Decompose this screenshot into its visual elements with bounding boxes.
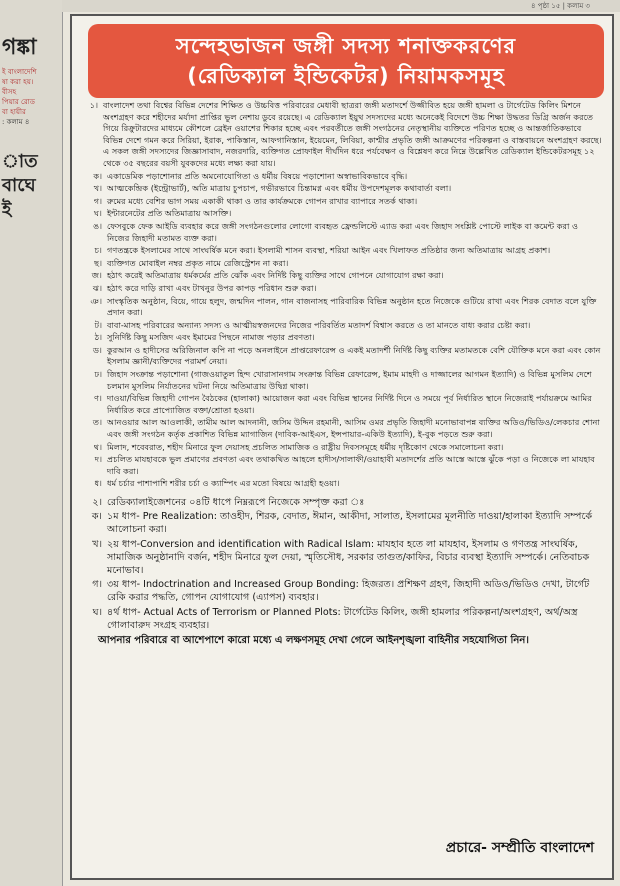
item-label: ক।: [91, 511, 102, 523]
title-line-1: সন্দেহভাজন জঙ্গী সদস্য শনাক্তকরণের: [175, 34, 517, 58]
item-text: গণতন্ত্রকে ইসলামের সাথে সাংঘর্ষিক মনে করা। ইসলামী শাসন ব্যবস্থা, শরিয়া আইন এবং খিলাফত প্রতিষ্ঠার জন্য অতিমাত্রায় আগ্রহ প্রকাশ।: [107, 245, 551, 256]
item-label: ঘ।: [92, 606, 102, 618]
list-item: [76, 417, 602, 440]
side-snippet: পিয়ার রোড: [2, 98, 35, 106]
item-text: একাডেমিক পড়াশোনার প্রতি অমনোযোগিতা ও ধর্মীয় বিষয়ে পড়াশোনা অস্বাভাবিকভাবে বৃদ্ধি।: [107, 170, 408, 181]
item-label: ঙ।: [93, 220, 102, 231]
item-text: হঠাৎ করে দাড়ি রাখা এবং টাখনুর উপর কাপড় পরিধান শুরু করা।: [107, 282, 317, 293]
item-text: ২য় ধাপ-Conversion and identification with Radical Islam: মাযহাব হতে লা মাযহাব, ইসলাম ও গণতন্ত্র সাংঘর্ষিক, সামাজিক অনুষ্ঠানাদি বর্জন, শহীদ মিনারে ফুল দেয়া, স্মৃতিসৌধ, সরকার তাগুত/কাফির, বিচার ব্যবস্থা ইত্যাদি সম্পর্কে। নেতিবাচক মনোভাব।: [107, 538, 590, 577]
side-snippet: : কলাম ৪: [2, 118, 30, 126]
item-label: ক।: [93, 170, 102, 181]
item-label: দ।: [94, 454, 102, 465]
item-label: ত।: [92, 417, 102, 428]
item-text: মিলাদ, শবেবরাত, শহীদ মিনারে ফুল দেয়াসহ প্রচলিত সামাজিক ও রাষ্ট্রীয় দিবসসমূহে ধর্মীয় দৃষ্টিকোণ থেকে সমালোচনা করা।: [107, 441, 504, 452]
notice-content: [76, 100, 602, 647]
side-heading-mid: [2, 150, 38, 222]
item-text: কুরআন ও হাদীসের অরিজিনাল কপি না পড়ে অনলাইনে প্রাপ্তরেফারেন্স ও একই মতাদর্শী নির্দিষ্ট কিছু ব্যক্তির মতামতকে বেশি যৌক্তিক মনে করা এবং কোন ইসলাম জ্ঞানী/ব্যক্তিদের পরামর্শ নেয়া।: [107, 344, 601, 367]
item-label: ঠ।: [94, 332, 102, 343]
adjacent-column: [0, 0, 63, 886]
section-number: ২।: [92, 497, 102, 508]
item-label: ট।: [94, 319, 102, 330]
list-item: [76, 245, 602, 257]
item-text: ৪র্থ ধাপ- Actual Acts of Terrorism or Planned Plots: টার্গেটেড কিলিং, জঙ্গী হামলার পরিকল্পনা/অংশগ্রহণ, অর্থ/অস্ত্র গোলাবারুদ সংগ্রহ ব্যবহার।: [107, 606, 578, 631]
item-label: থ।: [93, 441, 102, 452]
item-label: গ।: [93, 195, 102, 206]
list-item: [76, 283, 602, 295]
title-line-2: (রেডিক্যাল ইন্ডিকেটর) নিয়ামকসমূহ: [187, 64, 505, 88]
item-text: সাংস্কৃতিক অনুষ্ঠান, বিয়ে, গায়ে হলুদ, জন্মদিন পালন, গান বাজনাসহ পারিবারিক বিভিন্ন অনুষ্ঠান হতে নিজেকে গুটিয়ে রাখা এবং শিরক বেদাত বলে যুক্তি প্রদান করা।: [107, 295, 597, 318]
side-snippet: বা হায়ীর: [2, 108, 26, 116]
section-text: বাংলাদেশ তথা বিশ্বের বিভিন্ন দেশের শিক্ষিত ও উচ্চবিত্ত পরিবারের মেধাবী ছাত্ররা জঙ্গী মতাদর্শে উজ্জীবিত হয়ে জঙ্গী হামলা ও টার্গেটেড কিলিং মিশনে অংশগ্রহণ করে শহীদের মর্যাদা প্রাপ্তির ভুল নেশায় ডুবে রয়েছে। এ রেডিক্যাল ইয়ুথ সদস্যদের মধ্যে অনেকেই বিদেশে উচ্চ শিক্ষা উদ্ধতর ডিগ্রি অর্জন করতে গিয়ে রিক্রুটারদের মাধ্যমে কৌশলে ব্রেইন ওয়াশের শিকার হচ্ছে এবং পরবর্তীতে জঙ্গী সংগঠনের নেতৃস্থানীয় ব্যক্তিতে পরিণত হচ্ছে ও আন্তর্জাতিকভাবে বিভিন্ন দেশে গমন করে সিরিয়া, ইরাক, পাকিস্তান, আফগানিস্তান, ইয়েমেন, লিবিয়া, কাশ্মীর প্রভৃতি জঙ্গী আক্রমণের পরিকল্পনা ও বাস্তবায়নে অংশগ্রহণ করছে। এ সকল জঙ্গী সদস্যদের জিজ্ঞাসাবাদ, নজরদারি, ব্যক্তিগত প্রোফাইল দীর্ঘদিন ধরে পর্যবেক্ষণ ও বিশ্লেষণ করে নিম্নে উল্লেখিত রেডিক্যাল ইন্ডিকেটরসমূহ ১২ থেকে ৩৫ বছরের বয়সী যুবকদের মধ্যে লক্ষ্য করা যায়।: [103, 100, 602, 168]
item-text: সুনির্দিষ্ট কিছু মসজিদ এবং ইমামের পিছনে নামাজ পড়ার প্রবণতা।: [107, 332, 315, 343]
list-item: [76, 578, 602, 604]
item-label: জ।: [91, 270, 102, 281]
item-label: ঘ।: [94, 208, 102, 219]
section-text: রেডিক্যালাইজেশনের ০৪টি ধাপে নিম্নরূপে নিজেকে সম্পৃক্ত করা ঃ: [107, 497, 365, 508]
side-heading-top: গঙ্কা: [2, 35, 37, 60]
item-text: প্রচলিত মাযহাবকে ভুল প্রমাণের প্রবণতা এবং তথাকথিত আহলে হাদীস/সালাফী/ওয়াহাবী মতাদর্শের প্রতি আস্তে আস্তে ঝুঁকে পড়া ও নিজেকে লা মাযহাব দাবি করা।: [107, 454, 595, 476]
list-item: [76, 171, 602, 183]
item-text: দাওয়া/বিভিন্ন জিহাদী গোপন বৈঠকের (হালাকা) আয়োজন করা এবং বিভিন্ন স্থানের নির্দিষ্ট দিনে ও সময়ে পূর্ব নির্ধারিত স্থানে নিজেরাই পর্যায়ক্রমে আমির নির্ধারিত করে প্রাপ্যোজিত বক্তা/শ্রোতা হওয়া।: [107, 393, 592, 415]
list-item: [76, 393, 602, 416]
list-item: [76, 208, 602, 220]
item-text: রুমের মধ্যে বেশির ভাগ সময় একাকী থাকা ও তার কার্যক্রমকে গোপন রাখার ব্যাপারে সতর্ক থাকা।: [107, 195, 418, 206]
item-label: গ।: [92, 579, 102, 591]
title-banner: [88, 24, 604, 98]
list-item: [76, 320, 602, 332]
item-text: বাবা-মাসহ পরিবারের অন্যান্য সদস্য ও আত্মীয়স্বজনদের নিজের পরিবর্তিত মতাদর্শ বিশ্বাস করতে ও তা মানতে বাধ্য করার চেষ্টা করা।: [107, 319, 531, 330]
sponsor-credit: প্রচারে- সম্প্রীতি বাংলাদেশ: [445, 840, 594, 856]
section-number: ১।: [89, 100, 98, 110]
side-heading-line: াত: [2, 151, 38, 172]
list-item: [76, 183, 602, 195]
list-item: [76, 196, 602, 208]
item-text: ধর্ম চর্চার পাশাপাশি শরীর চর্চা ও ক্যাম্পিং এর মতো বিষয়ে আগ্রহী হওয়া।: [107, 478, 340, 489]
section-2: [76, 496, 602, 647]
side-heading-line: ই: [2, 199, 12, 220]
item-text: ১ম ধাপ- Pre Realization: তাওহীদ, শিরক, বেদাত, ঈমান, আকীদা, সালাত, ইসলামের মূলনীতি দাওয়া/হালাকা ইত্যাদি সম্পর্কে আলোচনা করা।: [107, 511, 593, 536]
item-label: ঝ।: [92, 282, 102, 293]
side-snippet: ই বাংলাদেশি: [2, 68, 37, 76]
list-item: [76, 270, 602, 282]
warning-line: আপনার পরিবারে বা আশেপাশে কারো মধ্যে এ লক্ষণসমূহ দেখা গেলে আইনশৃঙ্খলা বাহিনীর সহযোগিতা নিন।: [98, 635, 529, 647]
item-text: জিহাদ সংক্রান্ত পড়াশোনা (গাজওয়াতুল হিন্দ খোরাসানগাম সংক্রান্ত বিভিন্ন রেফারেন্স, ইমাম মাহদী ও দাজ্জালের আগমন ইত্যাদি) ও বিভিন্ন মুসলিম দেশে চলমান মুসলিম নির্যাতনের ঘটনা নিয়ে অতিমাত্রায় উদ্বিগ্ন থাকা।: [107, 369, 592, 391]
list-item: [76, 369, 602, 392]
list-item: [76, 332, 602, 344]
item-text: আনওয়ার আল আওলাকী, তামীম আল আদনানী, জসিম উদ্দিন রহমানী, আসিম ওমর প্রভৃতি জিহাদী মনোভাবাপন্ন ব্যক্তির অডিও/ভিডিও/লেকচার শোনা এবং জঙ্গী সংগঠন কর্তৃক প্রকাশিত বিভিন্ন ম্যাগাজিন (দাবিক-আইএস, ইন্সপায়ার-একিউ ইত্যাদি), ই-বুক পড়তে শুরু করা।: [107, 417, 600, 440]
item-label: ধ।: [94, 478, 102, 489]
page-ref: ৪ পৃষ্ঠা ১৫ | কলাম ৩: [530, 2, 590, 10]
item-label: ঢ।: [94, 369, 102, 380]
section-1-list: [76, 171, 602, 490]
list-item: [76, 221, 602, 244]
list-item: [76, 345, 602, 368]
item-label: ঞ।: [90, 295, 102, 306]
item-label: ণ।: [94, 393, 102, 404]
item-label: চ।: [94, 245, 102, 256]
item-text: ৩য় ধাপ- Indoctrination and Increased Group Bonding: হিজরত। প্রশিক্ষণ গ্রহণ, জিহাদী অডিও/ভিডিও দেখা, টার্গেট রেকি করার পদ্ধতি, গোপন যোগাযোগ (এ্যাপস) ব্যবহার।: [107, 579, 590, 604]
item-label: ছ।: [94, 257, 102, 268]
item-text: আত্মকেন্দ্রিক (ইন্ট্রোভার্ট), অতি মাত্রায় চুপচাপ, গভীরভাবে চিন্তামগ্ন এবং ধর্মীয় উপদেশমূলক কথাবার্তা বলা।: [107, 183, 452, 194]
item-label: খ।: [92, 538, 102, 550]
item-text: হঠাৎ করেই অতিমাত্রায় ধর্মকর্মের প্রতি ঝোঁক এবং নির্দিষ্ট কিছু ব্যক্তির সাথে গোপনে যোগাযোগ রক্ষা করা।: [107, 270, 444, 281]
list-item: [76, 606, 602, 632]
list-item: [76, 538, 602, 578]
section-2-list: [76, 510, 602, 632]
list-item: [76, 442, 602, 454]
list-item: [76, 510, 602, 536]
section-1-intro: [76, 100, 602, 170]
side-heading-line: বাঘে: [2, 175, 36, 196]
item-label: খ।: [93, 183, 102, 194]
list-item: [76, 296, 602, 319]
list-item: [76, 478, 602, 490]
side-snippet: বীসহ: [2, 88, 17, 96]
item-text: ফেসবুকে ফেক আইডি ব্যবহার করে জঙ্গী সংগঠনগুলোর লোগো ব্যবহৃত ফ্রেন্ডলিস্টে এ্যাড করা এবং জিহাদ সংশ্লিষ্ট পোস্টে লাইক বা কমেন্ট করা ও নিজের জিহাদী মতামত ব্যক্ত করা।: [107, 220, 579, 243]
list-item: [76, 454, 602, 477]
side-snippet: ষা করা হয়।: [2, 78, 34, 86]
item-label: ড।: [93, 344, 102, 355]
section-2-intro: [76, 496, 602, 509]
item-text: ব্যক্তিগত মোবাইল নম্বর প্রকৃত নামে রেজিস্ট্রেশন না করা।: [107, 257, 289, 268]
list-item: [76, 258, 602, 270]
top-strip: [62, 0, 620, 12]
item-text: ইন্টারনেটের প্রতি অতিমাত্রায় আসক্তি।: [107, 208, 232, 219]
